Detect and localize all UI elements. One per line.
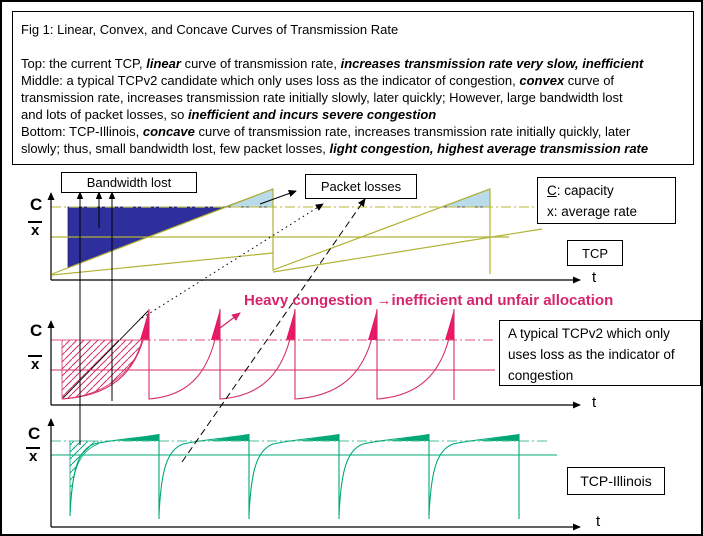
capacity-label-middle: C — [30, 321, 43, 340]
time-axis-label-bottom: t — [596, 513, 601, 530]
average-rate-label-top: x — [28, 221, 42, 240]
tcp-panel — [51, 189, 580, 280]
legend-capacity-text: : capacity — [556, 183, 614, 198]
packet-losses-label: Packet losses — [305, 174, 417, 199]
description-line: slowly; thus, small bandwidth lost, few packet losses, light congestion, highest average transmission rate — [21, 141, 649, 156]
intro-box — [12, 11, 694, 165]
heavy-congestion-text: Heavy congestion →inefficient and unfair allocation — [244, 292, 614, 309]
legend-average-line: x: average rate — [547, 204, 638, 219]
time-axis-label-middle: t — [592, 394, 597, 411]
legend-box — [537, 177, 676, 224]
tcpv2-packet-loss-peaks — [140, 309, 454, 340]
legend-capacity-symbol: C — [547, 183, 557, 198]
figure-description — [21, 55, 685, 157]
illinois-concave-curve — [70, 435, 519, 520]
description-line: Bottom: TCP-Illinois, concave curve of transmission rate, increases transmission rate initially quickly, later — [21, 124, 631, 139]
tcp-illinois-label: TCP-Illinois — [567, 467, 665, 495]
illinois-panel — [51, 419, 580, 527]
description-line: transmission rate, increases transmission rate initially slowly, later quickly; However, large bandwidth lost — [21, 90, 623, 105]
tcpv2-label: A typical TCPv2 which only uses loss as the indicator of congestion — [499, 320, 701, 386]
description-line: and lots of packet losses, so inefficient and incurs severe congestion — [21, 107, 437, 122]
description-line: Top: the current TCP, linear curve of transmission rate, increases transmission rate very slow, inefficient — [21, 56, 644, 71]
capacity-label-top: C — [30, 195, 43, 214]
capacity-label-bottom: C — [28, 424, 41, 443]
tcp-label: TCP — [567, 240, 623, 266]
tcp-second-flow-line — [273, 229, 542, 272]
average-rate-label-middle: x — [28, 355, 42, 374]
average-rate-label-bottom: x — [26, 447, 40, 466]
bandwidth-lost-label: Bandwidth lost — [61, 172, 197, 193]
figure-title: Fig 1: Linear, Convex, and Concave Curves of Transmission Rate — [21, 22, 399, 37]
description-line: Middle: a typical TCPv2 candidate which only uses loss as the indicator of congestion, convex curve of — [21, 73, 615, 88]
legend-capacity-line — [547, 180, 675, 201]
time-axis-label-top: t — [592, 269, 597, 286]
